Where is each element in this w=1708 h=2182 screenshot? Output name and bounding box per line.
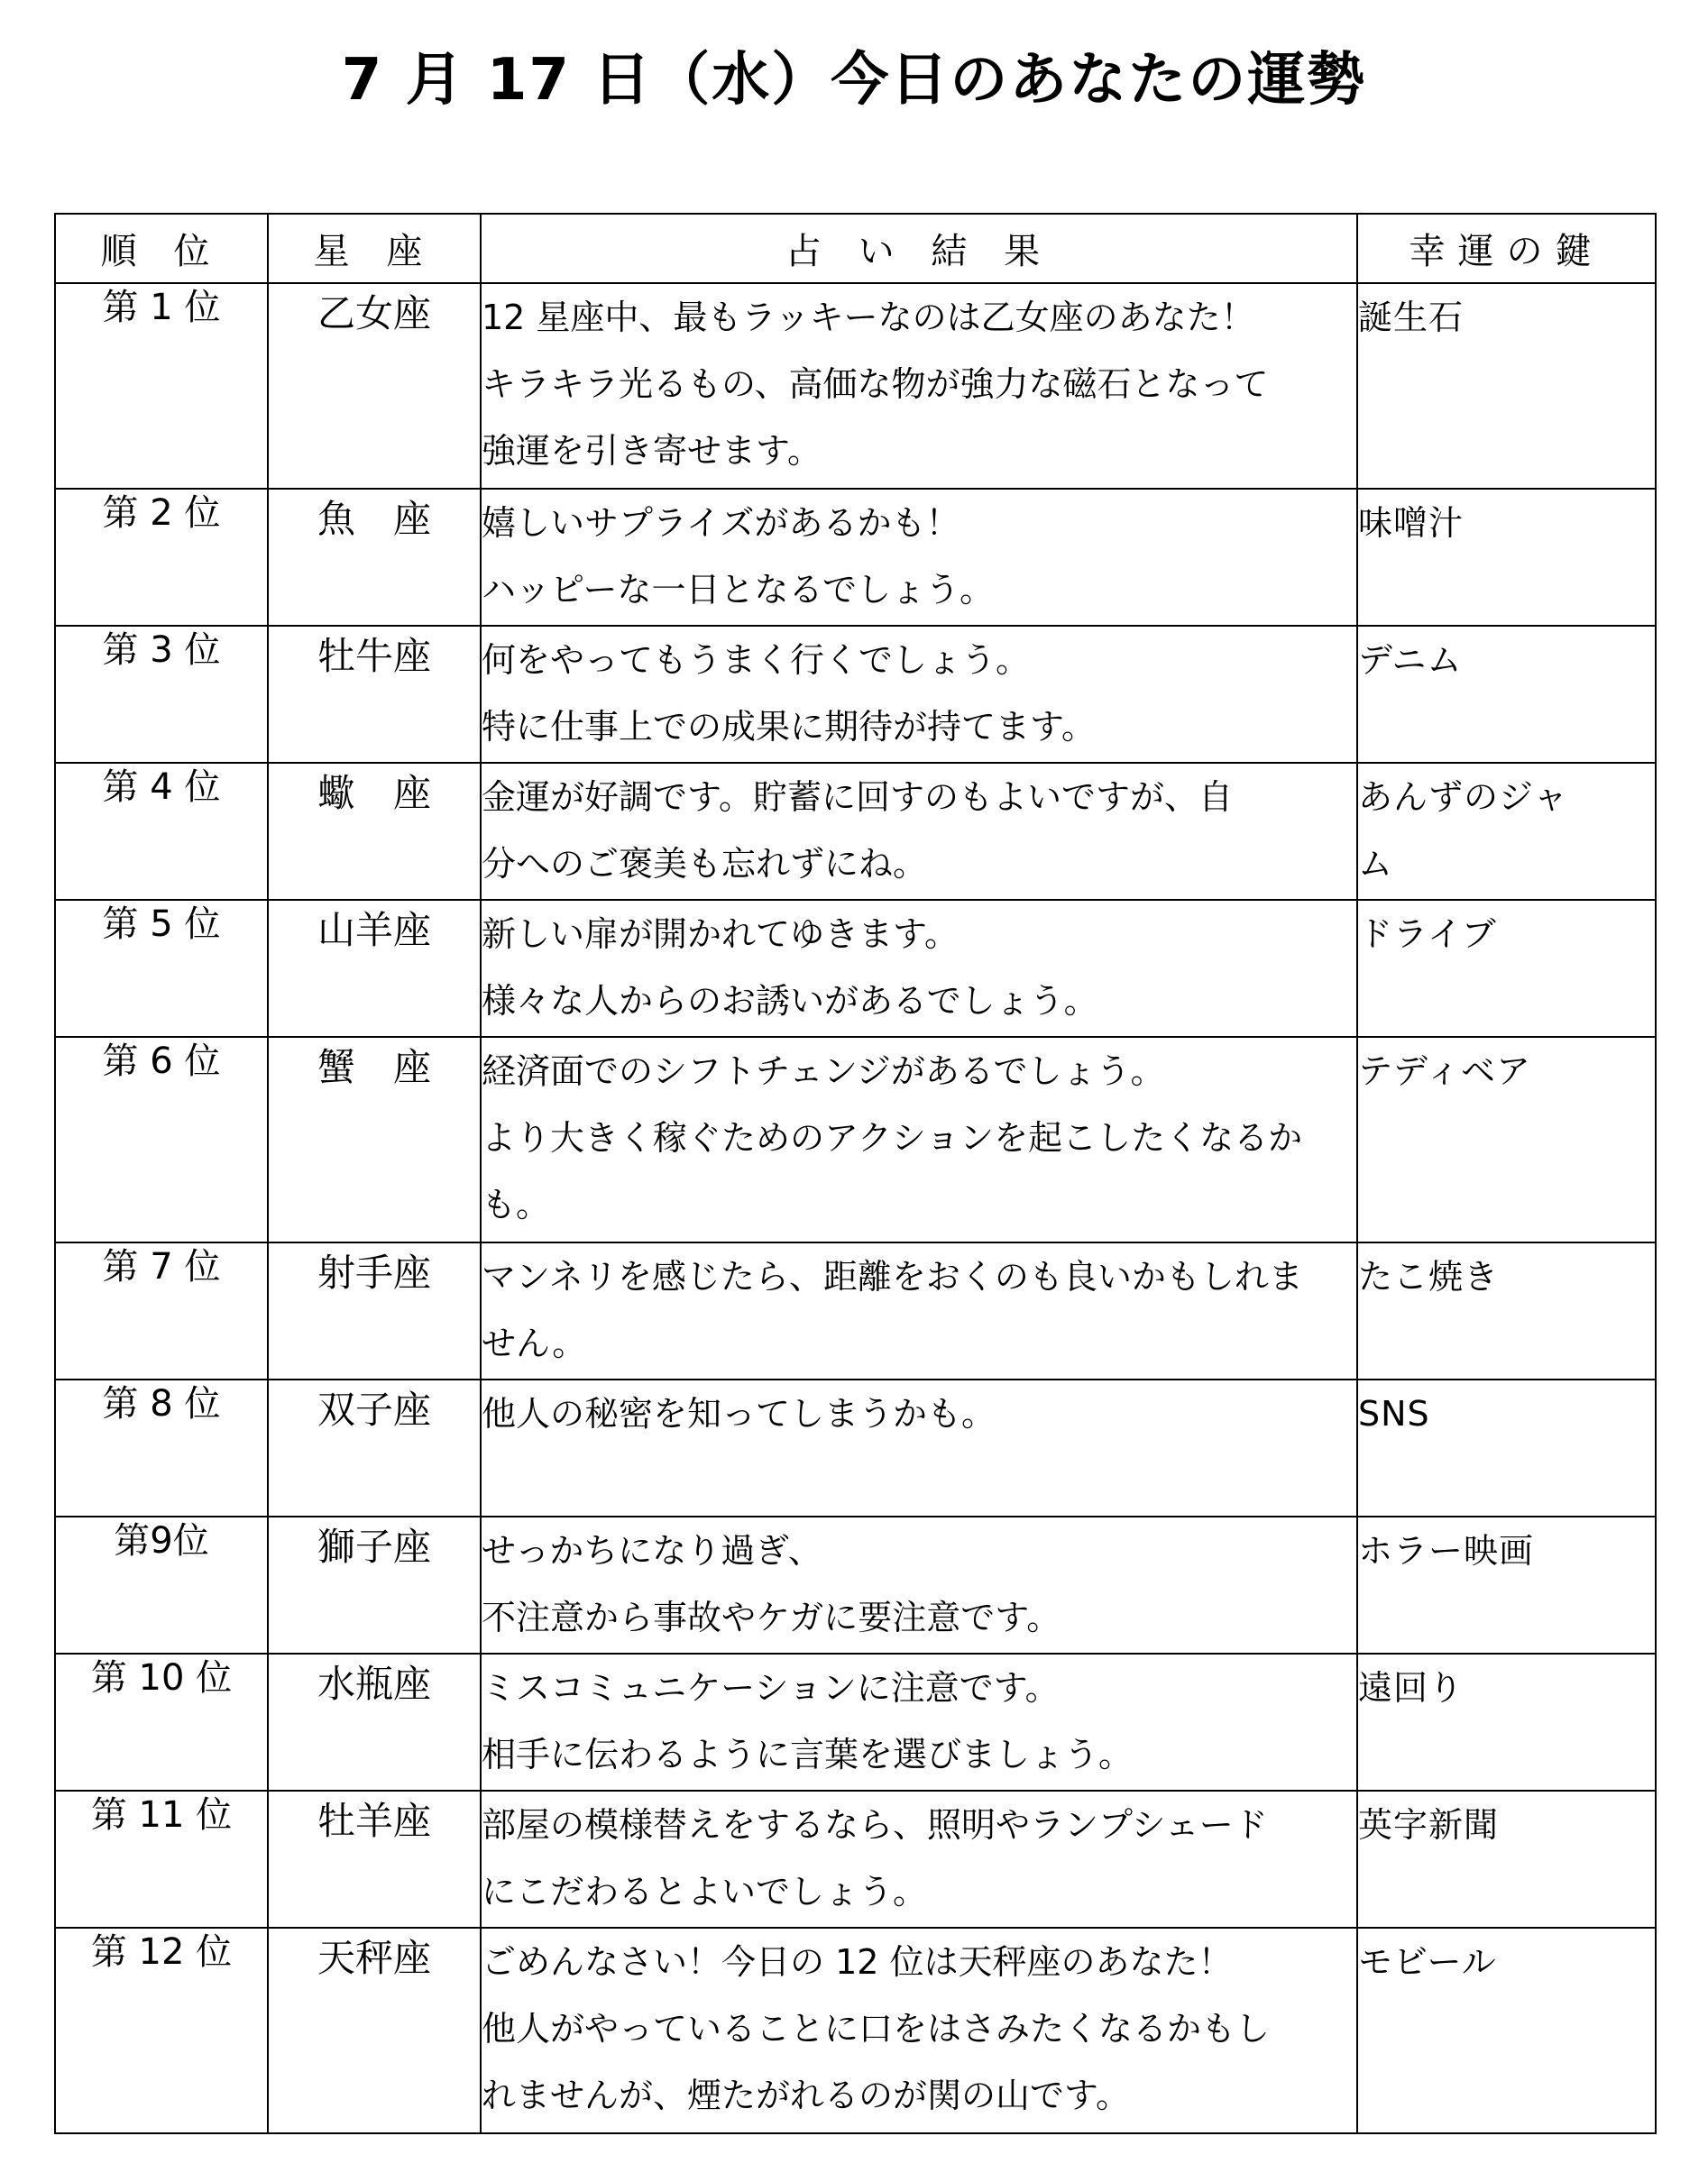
table-row bbox=[55, 1517, 1656, 1654]
table-row bbox=[55, 1791, 1656, 1928]
page-title: 7 月 17 日（水）今日のあなたの運勢 bbox=[341, 47, 1367, 114]
rank-cell: 第 1 位 bbox=[55, 283, 268, 489]
header-sign: 星 座 bbox=[268, 214, 481, 283]
rank-cell: 第 2 位 bbox=[55, 489, 268, 626]
sign-cell: 蟹 座 bbox=[268, 1037, 481, 1242]
table-row bbox=[55, 900, 1656, 1037]
rank-cell: 第 12 位 bbox=[55, 1928, 268, 2133]
header-result: 占 い 結 果 bbox=[481, 214, 1357, 283]
lucky-key-cell: 誕生石 bbox=[1357, 283, 1656, 489]
sign-cell: 牡羊座 bbox=[268, 1791, 481, 1928]
table-row bbox=[55, 489, 1656, 626]
rank-cell: 第9位 bbox=[55, 1517, 268, 1654]
sign-cell: 水瓶座 bbox=[268, 1654, 481, 1791]
sign-cell: 魚 座 bbox=[268, 489, 481, 626]
table-row bbox=[55, 1037, 1656, 1242]
table-row bbox=[55, 1928, 1656, 2133]
result-cell: せっかちになり過ぎ、 不注意から事故やケガに要注意です。 bbox=[481, 1517, 1357, 1654]
result-cell: 他人の秘密を知ってしまうかも。 bbox=[481, 1380, 1357, 1517]
result-cell: 何をやってもうまく行くでしょう。 特に仕事上での成果に期待が持てます。 bbox=[481, 626, 1357, 763]
sign-cell: 射手座 bbox=[268, 1242, 481, 1380]
result-cell: 新しい扉が開かれてゆきます。 様々な人からのお誘いがあるでしょう。 bbox=[481, 900, 1357, 1037]
rank-cell: 第 8 位 bbox=[55, 1380, 268, 1517]
table-row bbox=[55, 626, 1656, 763]
result-cell: 部屋の模様替えをするなら、照明やランプシェード にこだわるとよいでしょう。 bbox=[481, 1791, 1357, 1928]
rank-cell: 第 7 位 bbox=[55, 1242, 268, 1380]
sign-cell: 山羊座 bbox=[268, 900, 481, 1037]
rank-cell: 第 4 位 bbox=[55, 763, 268, 900]
table-row bbox=[55, 1380, 1656, 1517]
result-cell: 12 星座中、最もラッキーなのは乙女座のあなた！ キラキラ光るもの、高価な物が強力な磁石となって 強運を引き寄せます。 bbox=[481, 283, 1357, 489]
lucky-key-cell: 味噌汁 bbox=[1357, 489, 1656, 626]
table-row bbox=[55, 283, 1656, 489]
sign-cell: 牡牛座 bbox=[268, 626, 481, 763]
result-cell: ミスコミュニケーションに注意です。 相手に伝わるように言葉を選びましょう。 bbox=[481, 1654, 1357, 1791]
lucky-key-cell: たこ焼き bbox=[1357, 1242, 1656, 1380]
rank-cell: 第 5 位 bbox=[55, 900, 268, 1037]
sign-cell: 双子座 bbox=[268, 1380, 481, 1517]
rank-cell: 第 11 位 bbox=[55, 1791, 268, 1928]
rank-cell: 第 3 位 bbox=[55, 626, 268, 763]
result-cell: 金運が好調です。貯蓄に回すのもよいですが、自 分へのご褒美も忘れずにね。 bbox=[481, 763, 1357, 900]
result-cell: ごめんなさい！今日の 12 位は天秤座のあなた！ 他人がやっていることに口をはさみたくなるかもし れませんが、煙たがれるのが関の山です。 bbox=[481, 1928, 1357, 2133]
fortune-table bbox=[54, 213, 1657, 2134]
lucky-key-cell: あんずのジャ ム bbox=[1357, 763, 1656, 900]
result-cell: マンネリを感じたら、距離をおくのも良いかもしれま せん。 bbox=[481, 1242, 1357, 1380]
header-lucky-key: 幸運の鍵 bbox=[1357, 214, 1656, 283]
result-cell: 嬉しいサプライズがあるかも！ ハッピーな一日となるでしょう。 bbox=[481, 489, 1357, 626]
lucky-key-cell: テディベア bbox=[1357, 1037, 1656, 1242]
sign-cell: 獅子座 bbox=[268, 1517, 481, 1654]
lucky-key-cell: モビール bbox=[1357, 1928, 1656, 2133]
sign-cell: 天秤座 bbox=[268, 1928, 481, 2133]
table-row bbox=[55, 1242, 1656, 1380]
sign-cell: 乙女座 bbox=[268, 283, 481, 489]
rank-cell: 第 6 位 bbox=[55, 1037, 268, 1242]
lucky-key-cell: デニム bbox=[1357, 626, 1656, 763]
table-row bbox=[55, 763, 1656, 900]
lucky-key-cell: SNS bbox=[1357, 1380, 1656, 1517]
lucky-key-cell: 英字新聞 bbox=[1357, 1791, 1656, 1928]
header-rank: 順 位 bbox=[55, 214, 268, 283]
rank-cell: 第 10 位 bbox=[55, 1654, 268, 1791]
result-cell: 経済面でのシフトチェンジがあるでしょう。 より大きく稼ぐためのアクションを起こしたくなるか も。 bbox=[481, 1037, 1357, 1242]
table-row bbox=[55, 1654, 1656, 1791]
sign-cell: 蠍 座 bbox=[268, 763, 481, 900]
table-header-row bbox=[55, 214, 1656, 283]
lucky-key-cell: 遠回り bbox=[1357, 1654, 1656, 1791]
lucky-key-cell: ドライブ bbox=[1357, 900, 1656, 1037]
lucky-key-cell: ホラー映画 bbox=[1357, 1517, 1656, 1654]
